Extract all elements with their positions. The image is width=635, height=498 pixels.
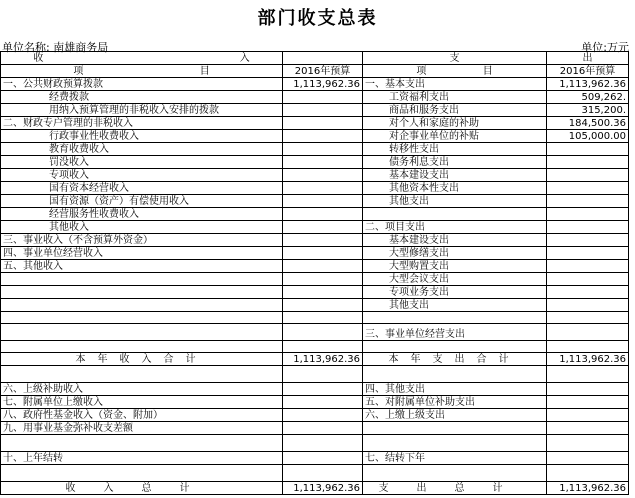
expense-value[interactable] [547, 182, 629, 195]
income-item[interactable]: 九、用事业基金弥补收支差额 [1, 422, 283, 435]
income-item[interactable]: 八、政府性基金收入（资金、附加） [1, 409, 283, 422]
table-row [1, 104, 629, 117]
blank-row [1, 435, 629, 452]
blank-cell[interactable] [283, 312, 363, 324]
table-row [1, 260, 629, 273]
income-value[interactable] [283, 169, 363, 182]
income-item[interactable]: 二、财政专户管理的非税收入 [1, 117, 283, 130]
carry-in-label[interactable]: 十、上年结转 [1, 452, 283, 465]
blank-cell[interactable] [283, 341, 363, 353]
expense-value[interactable] [547, 273, 629, 286]
blank-cell[interactable] [363, 312, 547, 324]
table-row [1, 208, 629, 221]
income-value[interactable] [283, 234, 363, 247]
income-value[interactable] [283, 286, 363, 299]
income-value[interactable] [283, 156, 363, 169]
blank-cell[interactable] [283, 324, 363, 341]
expense-value[interactable] [547, 169, 629, 182]
table-row [1, 78, 629, 91]
blank-cell[interactable] [283, 383, 363, 396]
expense-item[interactable]: 一、基本支出 [363, 78, 547, 91]
blank-cell[interactable] [363, 366, 547, 383]
blank-cell[interactable] [547, 396, 629, 409]
income-value[interactable] [283, 104, 363, 117]
income-value[interactable] [283, 130, 363, 143]
table-row [1, 221, 629, 234]
income-item[interactable]: 专项收入 [1, 169, 283, 182]
expense-value[interactable] [547, 221, 629, 234]
table-row [1, 182, 629, 195]
item-label-2: 目 [199, 66, 210, 77]
blank-cell[interactable] [283, 435, 363, 452]
income-value[interactable] [283, 260, 363, 273]
grand-income-label[interactable]: 收入总计 [1, 482, 283, 495]
item-label: 项 [73, 66, 84, 77]
expense-value[interactable]: 184,500.36 [547, 117, 629, 130]
income-value[interactable] [283, 299, 363, 312]
income-item[interactable]: 罚没收入 [1, 156, 283, 169]
expense-item[interactable]: 工资福利支出 [363, 91, 547, 104]
expense-item[interactable]: 基本建设支出 [363, 234, 547, 247]
income-header-cell[interactable] [1, 52, 283, 65]
expense-item[interactable]: 专项业务支出 [363, 286, 547, 299]
table-row [1, 273, 629, 286]
expense-value[interactable] [547, 286, 629, 299]
income-item[interactable]: 行政事业性收费收入 [1, 130, 283, 143]
expense-item[interactable]: 转移性支出 [363, 143, 547, 156]
income-item[interactable]: 七、附属单位上缴收入 [1, 396, 283, 409]
blank-cell[interactable] [363, 435, 547, 452]
unit-name-label: 单位名称: 南雄商务局 [2, 41, 109, 54]
blank-row [1, 341, 629, 353]
grand-expense-value[interactable]: 1,113,962.36 [547, 482, 629, 495]
blank-cell[interactable] [547, 409, 629, 422]
blank-cell[interactable] [1, 324, 283, 341]
blank-cell[interactable] [283, 409, 363, 422]
blank-cell[interactable] [547, 341, 629, 353]
blank-cell[interactable] [363, 341, 547, 353]
income-item[interactable]: 教育收费收入 [1, 143, 283, 156]
income-value[interactable] [283, 221, 363, 234]
blank-cell[interactable] [547, 383, 629, 396]
expense-header[interactable]: 支 [363, 52, 547, 65]
blank-cell[interactable] [1, 366, 283, 383]
expense-item[interactable]: 债务利息支出 [363, 156, 547, 169]
table-row [1, 383, 629, 396]
blank-cell[interactable] [363, 465, 547, 482]
item-label-r2: 目 [482, 66, 493, 77]
income-value[interactable] [283, 247, 363, 260]
expense-item[interactable]: 大型修缮支出 [363, 247, 547, 260]
expense-item[interactable]: 大型会议支出 [363, 273, 547, 286]
blank-cell[interactable] [283, 52, 363, 65]
expense-value[interactable]: 509,262. [547, 91, 629, 104]
blank-cell[interactable] [547, 324, 629, 341]
table-row [1, 195, 629, 208]
income-item[interactable]: 其他收入 [1, 221, 283, 234]
income-item[interactable] [1, 273, 283, 286]
expense-item[interactable]: 五、对附属单位补助支出 [363, 396, 547, 409]
carry-row [1, 452, 629, 465]
table-row [1, 169, 629, 182]
budget-table [0, 51, 629, 495]
income-item[interactable] [1, 299, 283, 312]
income-item[interactable]: 三、事业收入（不含预算外资金） [1, 234, 283, 247]
page-title: 部门收支总表 [257, 8, 378, 29]
blank-cell[interactable] [1, 465, 283, 482]
income-value[interactable] [283, 273, 363, 286]
expense-item[interactable]: 三、事业单位经营支出 [363, 324, 547, 341]
income-item[interactable]: 国有资源（资产）有偿使用收入 [1, 195, 283, 208]
expense-value[interactable]: 105,000.00 [547, 130, 629, 143]
expense-item[interactable]: 基本建设支出 [363, 169, 547, 182]
blank-cell[interactable] [547, 465, 629, 482]
blank-cell[interactable] [283, 422, 363, 435]
income-value[interactable] [283, 91, 363, 104]
expense-item[interactable]: 其他支出 [363, 299, 547, 312]
table-row [1, 299, 629, 312]
income-item[interactable]: 四、事业单位经营收入 [1, 247, 283, 260]
income-item[interactable]: 一、公共财政预算拨款 [1, 78, 283, 91]
table-row [1, 234, 629, 247]
year-total-row [1, 353, 629, 366]
expense-value[interactable] [547, 195, 629, 208]
blank-cell[interactable] [547, 435, 629, 452]
income-value[interactable] [283, 195, 363, 208]
year-income-total-value[interactable]: 1,113,962.36 [283, 353, 363, 366]
income-value[interactable] [283, 182, 363, 195]
table-row [1, 324, 629, 341]
item-header-right[interactable] [363, 65, 547, 78]
expense-value[interactable] [547, 260, 629, 273]
income-item[interactable] [1, 286, 283, 299]
income-item[interactable]: 经费拨款 [1, 91, 283, 104]
grand-income-value[interactable]: 1,113,962.36 [283, 482, 363, 495]
header-row-2 [1, 65, 629, 78]
table-row [1, 91, 629, 104]
year-income-total-label[interactable]: 本年收入合计 [1, 353, 283, 366]
table-row [1, 396, 629, 409]
expense-value[interactable] [547, 143, 629, 156]
expense-value[interactable]: 1,113,962.36 [547, 78, 629, 91]
blank-cell[interactable] [283, 452, 363, 465]
item-header-left[interactable] [1, 65, 283, 78]
expense-item[interactable]: 六、上缴上级支出 [363, 409, 547, 422]
blank-cell[interactable] [1, 435, 283, 452]
income-header-2: 入 [239, 53, 250, 64]
expense-item[interactable]: 对个人和家庭的补助 [363, 117, 547, 130]
grand-total-row [1, 482, 629, 495]
blank-row [1, 366, 629, 383]
budget-header-left[interactable]: 2016年预算 [283, 65, 363, 78]
income-item[interactable]: 六、上级补助收入 [1, 383, 283, 396]
expense-item[interactable]: 商品和服务支出 [363, 104, 547, 117]
table-row [1, 117, 629, 130]
year-expense-total-label[interactable]: 本年支出合计 [363, 353, 547, 366]
expense-item[interactable]: 其他资本性支出 [363, 182, 547, 195]
table-row [1, 143, 629, 156]
blank-cell[interactable] [1, 341, 283, 353]
income-header: 收 [33, 53, 44, 64]
expense-item[interactable]: 四、其他支出 [363, 383, 547, 396]
blank-row [1, 312, 629, 324]
income-value[interactable] [283, 143, 363, 156]
blank-cell[interactable] [283, 465, 363, 482]
income-item[interactable]: 国有资本经营收入 [1, 182, 283, 195]
budget-header-right[interactable]: 2016年预算 [547, 65, 629, 78]
table-row [1, 286, 629, 299]
blank-cell[interactable] [547, 312, 629, 324]
carry-out-label[interactable]: 七、结转下年 [363, 452, 547, 465]
income-value[interactable] [283, 117, 363, 130]
blank-cell[interactable] [547, 452, 629, 465]
income-value[interactable]: 1,113,962.36 [283, 78, 363, 91]
expense-value[interactable]: 315,200. [547, 104, 629, 117]
expense-value[interactable] [547, 208, 629, 221]
income-value[interactable] [283, 208, 363, 221]
table-row [1, 156, 629, 169]
table-row [1, 130, 629, 143]
expense-value[interactable] [547, 299, 629, 312]
expense-value[interactable] [547, 247, 629, 260]
item-label-r: 项 [416, 66, 427, 77]
expense-item[interactable]: 大型购置支出 [363, 260, 547, 273]
expense-item[interactable]: 其他支出 [363, 195, 547, 208]
table-row [1, 247, 629, 260]
blank-cell[interactable] [1, 312, 283, 324]
blank-cell[interactable] [283, 396, 363, 409]
table-row [1, 409, 629, 422]
expense-item[interactable]: 对企事业单位的补贴 [363, 130, 547, 143]
grand-expense-label[interactable]: 支出总计 [363, 482, 547, 495]
blank-cell[interactable] [547, 422, 629, 435]
blank-cell[interactable] [547, 366, 629, 383]
expense-header-2[interactable]: 出 [547, 52, 629, 65]
expense-item[interactable]: 二、项目支出 [363, 221, 547, 234]
income-item[interactable]: 经营服务性收费收入 [1, 208, 283, 221]
expense-value[interactable] [547, 234, 629, 247]
blank-cell[interactable] [283, 366, 363, 383]
expense-item[interactable] [363, 422, 547, 435]
income-item[interactable]: 用纳入预算管理的非税收入安排的拨款 [1, 104, 283, 117]
year-expense-total-value[interactable]: 1,113,962.36 [547, 353, 629, 366]
blank-row [1, 465, 629, 482]
table-row [1, 422, 629, 435]
income-item[interactable]: 五、其他收入 [1, 260, 283, 273]
header-row-1 [1, 52, 629, 65]
expense-value[interactable] [547, 156, 629, 169]
unit-label: 单位:万元 [581, 41, 629, 54]
expense-item[interactable] [363, 208, 547, 221]
